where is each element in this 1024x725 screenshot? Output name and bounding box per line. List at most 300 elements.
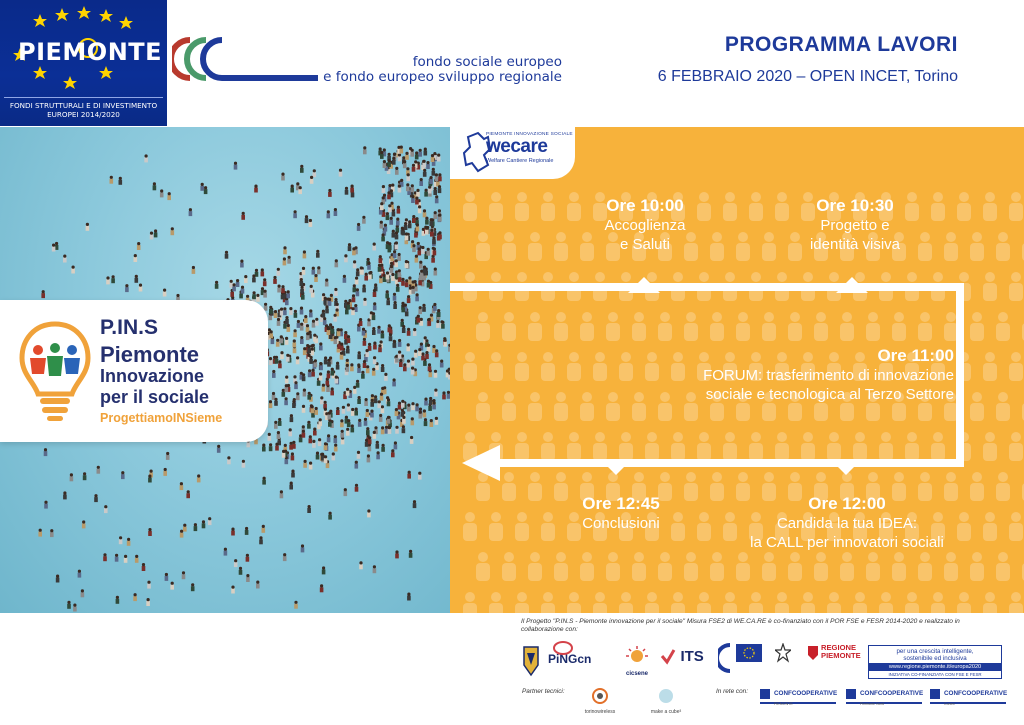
- crowd-person-body: [331, 329, 335, 334]
- crowd-person-body: [81, 592, 85, 597]
- crowd-person-body: [426, 164, 430, 169]
- crowd-person-head: [334, 298, 337, 301]
- pins-acronym: P.IN.S: [100, 316, 158, 339]
- crowd-person-body: [392, 233, 396, 238]
- program-title: PROGRAMMA LAVORI: [724, 33, 958, 56]
- crowd-person-head: [366, 409, 369, 412]
- crowd-person-head: [372, 312, 375, 315]
- crowd-person-head: [300, 278, 303, 281]
- crowd-person-head: [437, 154, 440, 157]
- schedule-step-1000: [580, 196, 710, 254]
- crowd-person-head: [283, 257, 286, 260]
- crowd-person-head: [440, 360, 443, 363]
- crowd-person-head: [278, 360, 281, 363]
- crowd-person-head: [366, 349, 369, 352]
- crowd-person-head: [139, 284, 142, 287]
- crowd-person-head: [274, 398, 277, 401]
- crowd-person-body: [242, 463, 246, 468]
- crowd-person-body: [372, 330, 376, 335]
- crowd-person-head: [217, 445, 220, 448]
- crowd-person-head: [300, 323, 303, 326]
- crowd-person-head: [293, 375, 296, 378]
- crowd-person-body: [423, 412, 427, 417]
- piemonte-wordmark: PIEMONTE: [18, 38, 163, 66]
- crowd-person-head: [407, 343, 410, 346]
- pins-tagline: ProgettiamoINSieme: [100, 411, 223, 425]
- crowd-person-body: [388, 429, 392, 434]
- crowd-person-head: [309, 309, 312, 312]
- crowd-person-head: [148, 475, 151, 478]
- crowd-person-head: [340, 419, 343, 422]
- crowd-person-head: [354, 304, 357, 307]
- crowd-person-head: [424, 398, 427, 401]
- crowd-person-body: [301, 295, 305, 300]
- crowd-person-head: [384, 373, 387, 376]
- crowd-person-body: [104, 508, 108, 513]
- crowd-person-body: [302, 376, 306, 381]
- crowd-person-body: [153, 185, 157, 190]
- crowd-person-body: [405, 263, 409, 268]
- crowd-person-body: [86, 226, 90, 231]
- banner-url[interactable]: www.regione.piemonte.it/europa2020: [869, 663, 1001, 671]
- crowd-person-head: [160, 189, 163, 192]
- crowd-person-body: [395, 553, 399, 558]
- crowd-person-head: [346, 346, 349, 349]
- crowd-person-body: [405, 155, 409, 160]
- crowd-person-head: [401, 400, 404, 403]
- crowd-person-body: [261, 271, 265, 276]
- crowd-person-body: [282, 453, 286, 458]
- crowd-person-body: [241, 289, 245, 294]
- crowd-person-head: [411, 195, 414, 198]
- ccc-logo-icon: [172, 36, 320, 82]
- crowd-person-head: [383, 160, 386, 163]
- crowd-person-body: [415, 296, 419, 301]
- crowd-person-head: [351, 424, 354, 427]
- crowd-person-head: [393, 378, 396, 381]
- crowd-person-body: [353, 263, 357, 268]
- crowd-person-head: [63, 255, 66, 258]
- crowd-person-head: [277, 431, 280, 434]
- crowd-person-head: [305, 215, 308, 218]
- crowd-person-head: [308, 345, 311, 348]
- crowd-person-head: [430, 419, 433, 422]
- crowd-person-body: [269, 446, 273, 451]
- crowd-person-head: [370, 410, 373, 413]
- crowd-person-head: [350, 363, 353, 366]
- crowd-person-head: [400, 146, 403, 149]
- crowd-person-body: [167, 195, 171, 200]
- crowd-person-head: [402, 416, 405, 419]
- crowd-person-body: [310, 179, 314, 184]
- crowd-person-body: [296, 395, 300, 400]
- crowd-person-head: [293, 339, 296, 342]
- crowd-person-head: [368, 343, 371, 346]
- crowd-person-body: [292, 403, 296, 408]
- crowd-person-body: [424, 192, 428, 197]
- crowd-person-body: [310, 408, 314, 413]
- crowd-person-body: [365, 352, 369, 357]
- crowd-person-head: [372, 327, 375, 330]
- crowd-person-body: [336, 365, 340, 370]
- schedule-step-1245: [556, 494, 686, 533]
- crowd-person-head: [291, 452, 294, 455]
- step-time: Ore 10:00: [606, 196, 684, 215]
- crowd-person-head: [351, 185, 354, 188]
- crowd-person-head: [403, 160, 406, 163]
- crowd-person-head: [340, 343, 343, 346]
- crowd-person-body: [372, 246, 376, 251]
- crowd-person-body: [334, 339, 338, 344]
- crowd-person-body: [425, 220, 429, 225]
- crowd-person-body: [326, 387, 330, 392]
- crowd-person-body: [322, 313, 326, 318]
- step-desc-line: Conclusioni: [582, 515, 660, 532]
- crowd-person-body: [320, 399, 324, 404]
- crowd-person-head: [115, 554, 118, 557]
- crowd-person-head: [412, 215, 415, 218]
- crowd-person-body: [277, 288, 281, 293]
- crowd-person-head: [124, 555, 127, 558]
- crowd-person-head: [388, 324, 391, 327]
- crowd-person-body: [414, 233, 418, 238]
- crowd-person-body: [269, 315, 273, 320]
- crowd-person-body: [274, 313, 278, 318]
- banner-slogan: [869, 648, 1001, 662]
- crowd-person-head: [415, 197, 418, 200]
- crowd-person-head: [373, 243, 376, 246]
- crowd-person-head: [363, 298, 366, 301]
- crowd-person-body: [283, 310, 287, 315]
- crowd-person-body: [406, 346, 410, 351]
- crowd-person-body: [142, 566, 146, 571]
- crowd-person-head: [425, 217, 428, 220]
- crowd-person-head: [299, 186, 302, 189]
- crowd-person-head: [297, 320, 300, 323]
- crowd-person-body: [409, 553, 413, 558]
- crowd-person-head: [328, 298, 331, 301]
- crowd-person-body: [127, 541, 131, 546]
- crowd-person-body: [337, 331, 341, 336]
- crowd-person-head: [230, 280, 233, 283]
- crowd-person-head: [313, 334, 316, 337]
- crowd-person-body: [408, 223, 412, 228]
- crowd-person-head: [387, 398, 390, 401]
- crowd-person-body: [383, 163, 387, 168]
- crowd-person-head: [63, 491, 66, 494]
- crowd-person-body: [394, 444, 398, 449]
- crowd-person-body: [307, 348, 311, 353]
- crowd-person-body: [392, 160, 396, 165]
- crowd-person-head: [331, 387, 334, 390]
- crowd-person-body: [340, 355, 344, 360]
- crowd-person-head: [438, 185, 441, 188]
- crowd-person-body: [133, 596, 137, 601]
- crowd-person-head: [278, 418, 281, 421]
- crowd-person-body: [73, 607, 77, 612]
- crowd-person-body: [395, 234, 399, 239]
- crowd-person-head: [423, 160, 426, 163]
- crowd-person-body: [245, 530, 249, 535]
- crowd-person-body: [148, 478, 152, 483]
- crowd-person-body: [372, 315, 376, 320]
- crowd-person-head: [401, 409, 404, 412]
- crowd-person-body: [366, 412, 370, 417]
- crowd-person-head: [398, 253, 401, 256]
- crowd-person-head: [380, 151, 383, 154]
- pins-line1: Piemonte: [100, 342, 200, 367]
- crowd-person-body: [384, 376, 388, 381]
- crowd-person-head: [322, 566, 325, 569]
- crowd-person-body: [283, 249, 287, 254]
- crowd-person-body: [345, 309, 349, 314]
- crowd-person-body: [351, 310, 355, 315]
- crowd-person-body: [351, 411, 355, 416]
- crowd-person-head: [208, 517, 211, 520]
- crowd-person-head: [366, 427, 369, 430]
- crowd-person-head: [241, 286, 244, 289]
- crowd-person-head: [384, 224, 387, 227]
- crowd-person-head: [70, 473, 73, 476]
- crowd-person-body: [180, 485, 184, 490]
- eu-flag-icon: [736, 644, 762, 662]
- crowd-person-head: [358, 419, 361, 422]
- crowd-person-body: [382, 188, 386, 193]
- crowd-person-head: [314, 359, 317, 362]
- crowd-person-body: [350, 366, 354, 371]
- crowd-person-head: [345, 187, 348, 190]
- crowd-person-body: [300, 326, 304, 331]
- crowd-person-head: [334, 444, 337, 447]
- crowd-person-head: [427, 344, 430, 347]
- crowd-person-body: [424, 151, 428, 156]
- crowd-person-head: [119, 536, 122, 539]
- crowd-person-body: [443, 342, 447, 347]
- crowd-person-head: [344, 254, 347, 257]
- crowd-person-body: [334, 211, 338, 216]
- crowd-person-head: [372, 368, 375, 371]
- schedule-step-1030: [780, 196, 930, 254]
- step-time: Ore 12:00: [808, 494, 886, 513]
- crowd-person-body: [252, 294, 256, 299]
- crowd-person-body: [402, 328, 406, 333]
- crowd-person-body: [437, 312, 441, 317]
- crowd-person-head: [410, 436, 413, 439]
- crowd-person-head: [308, 392, 311, 395]
- crowd-person-body: [285, 387, 289, 392]
- crowd-person-body: [429, 372, 433, 377]
- crowd-person-head: [294, 210, 297, 213]
- crowd-person-body: [311, 372, 315, 377]
- crowd-person-body: [307, 424, 311, 429]
- crowd-person-body: [340, 346, 344, 351]
- crowd-person-body: [418, 152, 422, 157]
- crowd-person-head: [311, 405, 314, 408]
- crowd-person-head: [373, 302, 376, 305]
- crowd-person-head: [303, 389, 306, 392]
- crowd-person-body: [52, 247, 56, 252]
- crowd-person-head: [334, 208, 337, 211]
- crowd-person-head: [233, 283, 236, 286]
- crowd-person-head: [353, 284, 356, 287]
- crowd-person-head: [280, 490, 283, 493]
- crowd-person-head: [390, 262, 393, 265]
- crowd-person-head: [106, 276, 109, 279]
- crowd-person-body: [427, 347, 431, 352]
- banner-footer: INIZIATIVA CO-FINANZIATA CON FSE E FESR: [888, 672, 982, 677]
- crowd-person-head: [334, 435, 337, 438]
- crowd-person-body: [366, 368, 370, 373]
- crowd-person-body: [328, 515, 332, 520]
- crowd-person-head: [405, 152, 408, 155]
- crowd-person-head: [403, 363, 406, 366]
- crowd-person-body: [386, 215, 390, 220]
- crowd-person-body: [298, 189, 302, 194]
- confcooperative-piemonte-logo: [760, 688, 836, 704]
- crowd-person-body: [335, 379, 339, 384]
- crowd-person-head: [367, 509, 370, 512]
- crowd-person-head: [434, 268, 437, 271]
- crowd-person-body: [394, 262, 398, 267]
- confcooperative-piemonte-nord-logo: [846, 688, 922, 704]
- crowd-person-body: [291, 455, 295, 460]
- crowd-person-body: [373, 434, 377, 439]
- confco-name: CONFCOOPERATIVE: [860, 690, 924, 697]
- crowd-person-head: [425, 189, 428, 192]
- crowd-person-head: [423, 266, 426, 269]
- crowd-person-body: [363, 301, 367, 306]
- crowd-person-body: [312, 443, 316, 448]
- crowd-person-body: [396, 287, 400, 292]
- crowd-person-body: [428, 406, 432, 411]
- crowd-person-body: [300, 168, 304, 173]
- fse-line1: fondo sociale europeo: [412, 54, 562, 70]
- crowd-person-head: [308, 369, 311, 372]
- crowd-person-body: [189, 211, 193, 216]
- crowd-person-head: [391, 449, 394, 452]
- crowd-person-head: [386, 271, 389, 274]
- crowd-person-head: [382, 233, 385, 236]
- crowd-person-body: [362, 331, 366, 336]
- crowd-person-body: [418, 309, 422, 314]
- crowd-person-head: [402, 156, 405, 159]
- crowd-person-body: [399, 362, 403, 367]
- crowd-person-body: [377, 403, 381, 408]
- crowd-person-head: [352, 294, 355, 297]
- crowd-person-head: [331, 326, 334, 329]
- crowd-person-body: [433, 306, 437, 311]
- crowd-person-head: [363, 284, 366, 287]
- crowd-person-body: [389, 220, 393, 225]
- crowd-person-head: [316, 452, 319, 455]
- confco-name: CONFCOOPERATIVE: [944, 690, 1008, 697]
- crowd-person-body: [401, 403, 405, 408]
- crowd-person-body: [398, 405, 402, 410]
- crowd-person-head: [197, 474, 200, 477]
- crowd-person-body: [246, 557, 250, 562]
- crowd-person-body: [217, 448, 221, 453]
- crowd-person-head: [355, 461, 358, 464]
- europa2020-banner: [868, 645, 1002, 679]
- crowd-person-body: [359, 564, 363, 569]
- crowd-person-body: [336, 410, 340, 415]
- crowd-person-head: [320, 396, 323, 399]
- confco-square-icon: [760, 689, 770, 699]
- crowd-person-body: [368, 446, 372, 451]
- crowd-person-body: [300, 310, 304, 315]
- crowd-person-body: [324, 458, 328, 463]
- crowd-person-body: [421, 355, 425, 360]
- crowd-person-body: [328, 192, 332, 197]
- crowd-person-head: [415, 217, 418, 220]
- crowd-person-head: [231, 528, 234, 531]
- crowd-person-body: [426, 251, 430, 256]
- crowd-person-body: [403, 366, 407, 371]
- crowd-person-head: [204, 186, 207, 189]
- crowd-person-head: [423, 209, 426, 212]
- crowd-person-body: [119, 180, 123, 185]
- crowd-person-head: [347, 335, 350, 338]
- crowd-person-head: [242, 460, 245, 463]
- crowd-person-body: [395, 429, 399, 434]
- crowd-person-head: [259, 536, 262, 539]
- crowd-person-body: [303, 253, 307, 258]
- crowd-person-body: [103, 556, 107, 561]
- crowd-person-body: [326, 381, 330, 386]
- crowd-person-head: [86, 223, 89, 226]
- step-desc-line: sociale e tecnologica al Terzo Settore: [705, 386, 954, 403]
- crowd-person-head: [290, 414, 293, 417]
- crowd-person-head: [82, 520, 85, 523]
- crowd-person-head: [275, 443, 278, 446]
- crowd-person-body: [418, 250, 422, 255]
- crowd-person-body: [413, 331, 417, 336]
- crowd-person-head: [192, 266, 195, 269]
- crowd-person-head: [360, 266, 363, 269]
- crowd-person-body: [327, 330, 331, 335]
- crowd-person-head: [393, 340, 396, 343]
- crowd-person-body: [262, 447, 266, 452]
- crowd-person-body: [186, 493, 190, 498]
- crowd-person-body: [330, 390, 334, 395]
- crowd-person-head: [67, 601, 70, 604]
- crowd-person-head: [416, 403, 419, 406]
- crowd-person-head: [97, 466, 100, 469]
- makeacube-logo: [646, 688, 686, 715]
- crowd-person-head: [343, 275, 346, 278]
- crowd-person-head: [325, 305, 328, 308]
- crowd-person-body: [191, 586, 195, 591]
- crowd-person-body: [406, 186, 410, 191]
- crowd-person-head: [322, 293, 325, 296]
- crowd-person-head: [325, 279, 328, 282]
- crowd-person-body: [398, 342, 402, 347]
- crowd-person-body: [82, 523, 86, 528]
- crowd-person-head: [420, 178, 423, 181]
- crowd-person-head: [256, 294, 259, 297]
- step-desc-line: Progetto e: [820, 217, 890, 234]
- crowd-person-head: [245, 527, 248, 530]
- crowd-person-body: [423, 361, 427, 366]
- crowd-person-head: [373, 431, 376, 434]
- crowd-person-body: [398, 272, 402, 277]
- crowd-person-head: [304, 460, 307, 463]
- step-time: Ore 10:30: [816, 196, 894, 215]
- crowd-person-head: [324, 401, 327, 404]
- crowd-person-body: [302, 270, 306, 275]
- pins-card: [0, 300, 268, 442]
- crowd-person-head: [412, 280, 415, 283]
